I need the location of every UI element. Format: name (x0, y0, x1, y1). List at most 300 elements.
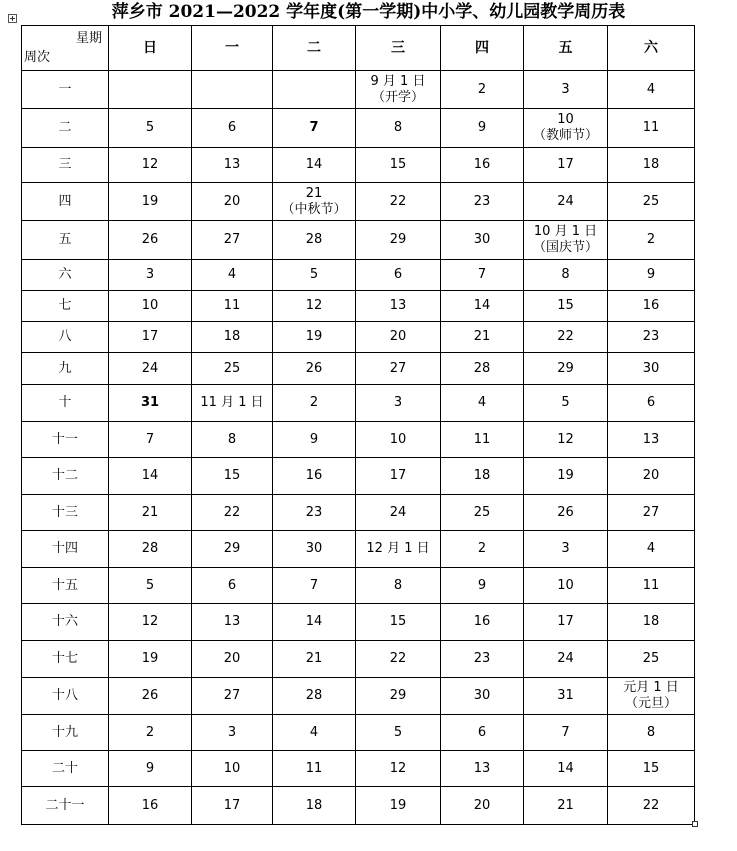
date-cell (524, 568, 608, 604)
date-text: 5 (145, 577, 155, 593)
week-row (22, 183, 695, 221)
date-text: 7 (561, 724, 570, 740)
date-text: 13 (223, 614, 241, 629)
holiday-note: （国庆节） (532, 240, 598, 255)
date-cell (356, 422, 441, 458)
date-cell (356, 641, 441, 678)
date-cell (273, 678, 356, 715)
week-row (22, 751, 695, 787)
date-cell (441, 422, 524, 458)
date-text: 8 (561, 267, 570, 282)
date-cell (273, 353, 356, 385)
week-number-cell: 十七 (22, 641, 109, 678)
date-text: 26 (557, 504, 574, 520)
date-cell (109, 495, 192, 531)
date-cell (608, 221, 695, 260)
date-cell (192, 495, 273, 531)
date-cell (192, 715, 273, 751)
date-cell (192, 71, 273, 109)
date-cell (524, 385, 608, 422)
date-cell (356, 751, 441, 787)
date-text: 30 (642, 360, 660, 376)
week-number-cell: 七 (22, 291, 109, 322)
date-cell (608, 751, 695, 787)
week-number-cell: 十九 (22, 715, 109, 751)
date-text: 18 (642, 157, 660, 172)
date-text: 10 (557, 112, 574, 127)
date-cell (192, 787, 273, 825)
date-text: 19 (141, 651, 159, 666)
date-text: 27 (642, 504, 660, 520)
date-cell (192, 221, 273, 260)
date-text: 6 (393, 267, 403, 282)
week-number-cell: 十 (22, 385, 109, 422)
date-cell (356, 495, 441, 531)
date-text: 7 (477, 267, 487, 282)
week-number-cell: 十三 (22, 495, 109, 531)
date-cell (273, 531, 356, 568)
date-text: 9 月 1 日 (370, 73, 426, 89)
date-text: 19 (389, 797, 407, 813)
date-cell (109, 641, 192, 678)
date-text: 18 (642, 614, 660, 629)
date-cell (273, 422, 356, 458)
date-text: 16 (473, 614, 491, 629)
date-cell (608, 353, 695, 385)
date-text: 2 (145, 724, 155, 740)
week-number-cell: 五 (22, 221, 109, 260)
date-text: 19 (557, 468, 574, 483)
date-text: 22 (223, 504, 241, 520)
holiday-note: （开学） (371, 89, 424, 105)
header-day-cell: 五 (524, 26, 608, 71)
week-row (22, 385, 695, 422)
date-text: 19 (141, 193, 159, 209)
date-cell (608, 715, 695, 751)
date-text: 29 (389, 688, 407, 703)
date-cell (356, 71, 441, 109)
date-cell (109, 678, 192, 715)
week-number-cell: 八 (22, 322, 109, 353)
date-cell (356, 353, 441, 385)
week-row (22, 291, 695, 322)
date-text: 7 (145, 431, 155, 447)
date-text: 23 (473, 651, 491, 666)
date-cell (524, 109, 608, 148)
date-cell (109, 568, 192, 604)
date-text: 14 (305, 157, 323, 172)
date-cell (192, 353, 273, 385)
date-text: 10 (389, 431, 407, 447)
date-cell (608, 291, 695, 322)
date-text: 12 (141, 157, 159, 172)
date-text: 9 (646, 267, 656, 282)
date-text: 3 (561, 81, 570, 97)
calendar-table (21, 25, 695, 825)
holiday-note: （中秋节） (281, 201, 347, 217)
date-text: 14 (141, 468, 159, 483)
date-cell (441, 715, 524, 751)
date-text: 9 (309, 431, 319, 447)
date-text: 3 (145, 267, 155, 282)
date-text: 25 (223, 360, 241, 376)
date-text: 25 (642, 651, 660, 666)
date-cell (608, 385, 695, 422)
date-cell (109, 221, 192, 260)
date-cell (441, 183, 524, 221)
calendar-body (22, 71, 695, 825)
week-row (22, 221, 695, 260)
date-cell (356, 322, 441, 353)
date-text: 22 (389, 651, 407, 666)
date-text: 2 (477, 541, 487, 556)
date-text: 12 (389, 760, 407, 776)
date-cell (356, 458, 441, 495)
date-text: 15 (389, 157, 407, 172)
date-text: 22 (557, 329, 574, 344)
date-cell (441, 148, 524, 183)
date-text: 28 (141, 541, 159, 556)
week-row (22, 109, 695, 148)
date-text: 2 (646, 232, 656, 247)
header-day-cell: 六 (608, 26, 695, 71)
date-text: 21 (305, 651, 323, 666)
date-cell (608, 183, 695, 221)
date-cell (608, 422, 695, 458)
date-text: 30 (305, 541, 323, 556)
date-cell (273, 260, 356, 291)
date-text: 12 (141, 614, 159, 629)
date-cell (273, 715, 356, 751)
week-number-cell: 二 (22, 109, 109, 148)
week-number-cell: 十一 (22, 422, 109, 458)
date-text: 14 (473, 298, 491, 313)
date-cell (524, 71, 608, 109)
date-text: 10 (557, 577, 574, 593)
week-row (22, 678, 695, 715)
date-text: 5 (309, 267, 319, 282)
date-cell (524, 751, 608, 787)
date-cell (192, 183, 273, 221)
week-row (22, 641, 695, 678)
date-text: 25 (473, 504, 491, 520)
date-cell (109, 322, 192, 353)
date-text: 17 (389, 468, 407, 483)
date-cell (524, 322, 608, 353)
date-cell (524, 422, 608, 458)
week-number-cell: 四 (22, 183, 109, 221)
date-cell (192, 604, 273, 641)
date-cell (109, 531, 192, 568)
date-cell (524, 291, 608, 322)
date-text: 26 (305, 360, 323, 376)
date-text: 7 (309, 120, 319, 135)
date-text: 22 (642, 797, 660, 813)
date-cell (273, 148, 356, 183)
date-text: 24 (557, 651, 574, 666)
date-text: 14 (557, 760, 574, 776)
date-cell (356, 291, 441, 322)
week-number-cell: 二十一 (22, 787, 109, 825)
table-move-handle-icon[interactable] (8, 14, 17, 23)
date-text: 2 (477, 81, 487, 97)
date-cell (524, 641, 608, 678)
date-cell (192, 291, 273, 322)
date-cell (441, 385, 524, 422)
date-text: 9 (145, 760, 155, 776)
date-cell (192, 385, 273, 422)
date-text: 21 (141, 504, 159, 520)
date-cell (608, 109, 695, 148)
date-text: 12 月 1 日 (366, 541, 430, 556)
date-text: 5 (393, 724, 403, 740)
date-text: 13 (389, 298, 407, 313)
header-week-label: 周次 (24, 50, 51, 65)
week-row (22, 787, 695, 825)
date-cell (524, 183, 608, 221)
date-cell (192, 458, 273, 495)
week-row (22, 604, 695, 641)
date-cell (356, 715, 441, 751)
header-row (22, 26, 695, 71)
date-cell (524, 458, 608, 495)
date-cell (192, 641, 273, 678)
date-text: 27 (389, 360, 407, 376)
table-resize-handle-icon[interactable] (692, 821, 698, 827)
date-text: 4 (646, 81, 656, 97)
week-number-cell: 一 (22, 71, 109, 109)
date-text: 6 (477, 724, 487, 740)
date-cell (273, 751, 356, 787)
date-text: 18 (305, 797, 323, 813)
date-text: 15 (557, 298, 574, 313)
date-cell (608, 604, 695, 641)
date-text: 2 (309, 395, 319, 410)
date-text: 23 (305, 504, 323, 520)
date-cell (356, 568, 441, 604)
date-text: 17 (141, 329, 159, 344)
date-text: 4 (477, 395, 487, 410)
header-day-cell: 四 (441, 26, 524, 71)
date-cell (192, 148, 273, 183)
date-cell (356, 260, 441, 291)
date-cell (356, 221, 441, 260)
date-text: 16 (141, 797, 159, 813)
date-text: 11 (473, 431, 491, 447)
date-cell (356, 604, 441, 641)
date-cell (356, 787, 441, 825)
date-cell (273, 71, 356, 109)
date-cell (192, 422, 273, 458)
date-cell (356, 385, 441, 422)
date-text: 13 (473, 760, 491, 776)
header-day-cell: 三 (356, 26, 441, 71)
week-number-cell: 十八 (22, 678, 109, 715)
date-cell (109, 604, 192, 641)
date-text: 30 (473, 232, 491, 247)
date-cell (273, 604, 356, 641)
date-cell (608, 641, 695, 678)
date-text: 24 (141, 360, 159, 376)
date-text: 3 (227, 724, 237, 740)
date-text: 20 (223, 651, 241, 666)
date-cell (441, 568, 524, 604)
date-cell (441, 353, 524, 385)
header-corner-cell (22, 26, 109, 71)
date-cell (109, 422, 192, 458)
date-cell (273, 322, 356, 353)
date-cell (356, 148, 441, 183)
date-text: 22 (389, 193, 407, 209)
date-cell (109, 260, 192, 291)
date-cell (608, 568, 695, 604)
date-cell (192, 322, 273, 353)
date-text: 27 (223, 232, 241, 247)
week-row (22, 260, 695, 291)
date-text: 26 (141, 232, 159, 247)
date-text: 6 (227, 120, 237, 135)
date-cell (273, 183, 356, 221)
holiday-note: （元旦） (624, 696, 677, 711)
date-text: 8 (393, 577, 403, 593)
week-row (22, 568, 695, 604)
date-text: 17 (557, 157, 574, 172)
date-text: 28 (305, 232, 323, 247)
date-cell (441, 751, 524, 787)
date-cell (356, 678, 441, 715)
week-number-cell: 十四 (22, 531, 109, 568)
date-text: 28 (305, 688, 323, 703)
date-text: 10 (223, 760, 241, 776)
date-text: 13 (223, 157, 241, 172)
week-row (22, 353, 695, 385)
week-number-cell: 十五 (22, 568, 109, 604)
date-text: 11 (642, 577, 660, 593)
document-title: 萍乡市 2021—2022 学年度(第一学期)中小学、幼儿园教学周历表 (111, 2, 626, 22)
date-cell (273, 568, 356, 604)
date-text: 18 (473, 468, 491, 483)
date-cell (109, 458, 192, 495)
date-cell (192, 678, 273, 715)
date-cell (524, 678, 608, 715)
week-row (22, 322, 695, 353)
date-text: 17 (557, 614, 574, 629)
date-text: 3 (393, 395, 403, 410)
date-text: 8 (393, 120, 403, 135)
date-text: 16 (473, 157, 491, 172)
date-cell (192, 260, 273, 291)
date-cell (273, 109, 356, 148)
date-cell (109, 148, 192, 183)
date-text: 31 (140, 395, 160, 410)
date-cell (192, 568, 273, 604)
date-text: 18 (223, 329, 241, 344)
date-cell (608, 458, 695, 495)
date-text: 6 (646, 395, 656, 410)
date-text: 23 (642, 329, 660, 344)
date-cell (524, 148, 608, 183)
date-cell (109, 385, 192, 422)
date-cell (524, 531, 608, 568)
date-text: 27 (223, 688, 241, 703)
date-text: 30 (473, 688, 491, 703)
date-text: 20 (642, 468, 660, 483)
date-text: 21 (473, 329, 491, 344)
date-cell (608, 678, 695, 715)
date-text: 5 (561, 395, 570, 410)
date-cell (608, 148, 695, 183)
date-text: 15 (223, 468, 241, 483)
date-cell (608, 322, 695, 353)
week-number-cell: 九 (22, 353, 109, 385)
date-text: 29 (223, 541, 241, 556)
date-cell (608, 531, 695, 568)
date-cell (608, 71, 695, 109)
date-text: 20 (389, 329, 407, 344)
date-text: 11 (223, 298, 241, 313)
week-row (22, 495, 695, 531)
week-row (22, 71, 695, 109)
date-text: 26 (141, 688, 159, 703)
date-cell (273, 495, 356, 531)
date-cell (441, 291, 524, 322)
date-cell (273, 221, 356, 260)
date-cell (109, 787, 192, 825)
date-cell (441, 531, 524, 568)
date-cell (441, 495, 524, 531)
date-cell (273, 291, 356, 322)
date-cell (524, 260, 608, 291)
date-text: 19 (305, 329, 323, 344)
date-text: 17 (223, 797, 241, 813)
date-text: 21 (305, 185, 323, 201)
week-row (22, 715, 695, 751)
date-cell (441, 260, 524, 291)
date-text: 15 (389, 614, 407, 629)
date-cell (192, 109, 273, 148)
date-cell (356, 109, 441, 148)
date-text: 25 (642, 193, 660, 209)
holiday-note: （教师节） (532, 128, 598, 143)
date-text: 11 月 1 日 (200, 395, 264, 410)
date-cell (608, 787, 695, 825)
date-text: 7 (309, 577, 319, 593)
date-cell (109, 183, 192, 221)
date-text: 14 (305, 614, 323, 629)
week-row (22, 531, 695, 568)
week-number-cell: 十六 (22, 604, 109, 641)
date-cell (192, 531, 273, 568)
header-day-cell: 二 (273, 26, 356, 71)
date-cell (441, 641, 524, 678)
date-text: 20 (223, 193, 241, 209)
week-row (22, 458, 695, 495)
date-text: 12 (557, 431, 574, 447)
date-cell (356, 531, 441, 568)
date-cell (109, 71, 192, 109)
date-cell (109, 291, 192, 322)
date-text: 21 (557, 797, 574, 813)
date-text: 8 (646, 724, 656, 740)
date-text: 29 (557, 360, 574, 376)
date-cell (608, 495, 695, 531)
date-cell (273, 458, 356, 495)
header-weekday-label: 星期 (75, 31, 102, 46)
date-cell (441, 109, 524, 148)
date-text: 4 (646, 541, 656, 556)
date-cell (524, 495, 608, 531)
header-day-cell: 日 (109, 26, 192, 71)
